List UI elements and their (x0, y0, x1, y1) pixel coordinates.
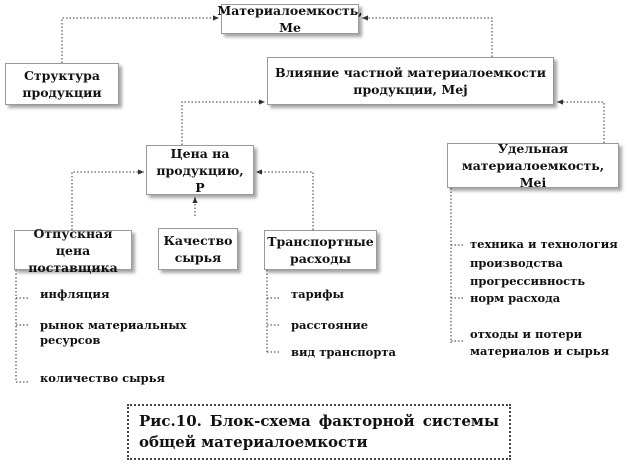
node-price-line-2: продукцию, Р (156, 162, 244, 195)
node-product-structure (5, 63, 119, 105)
node-structure-line-1: Структура (23, 68, 101, 83)
caption-line-1: Рис.10. Блок-схема факторной системы (139, 412, 499, 430)
factor-transport-type: вид транспорта (291, 345, 396, 359)
node-supplier-line-2: поставщика (28, 259, 118, 275)
link-transport-to-price (256, 172, 313, 230)
node-transport-line-2: расходы (289, 251, 352, 266)
bracket-transport-factors (267, 270, 280, 352)
node-partial-material-intensity (267, 57, 554, 105)
link-structure-to-total (62, 18, 219, 63)
factor-tariffs: тарифы (291, 287, 345, 301)
factor-material-market-line-1: рынок материальных (40, 318, 187, 332)
factor-norms-line-2: норм расхода (470, 291, 561, 305)
node-total-material-intensity (217, 3, 363, 35)
factor-inflation: инфляция (40, 287, 110, 301)
caption-line-2: общей материалоемкости (139, 433, 368, 451)
node-partial-line-1: Влияние частной материалоемкости (274, 65, 547, 80)
node-supplier-price (14, 225, 132, 275)
node-specific-line-2: материалоемкость, Меi (461, 158, 605, 190)
node-specific-line-1: Удельная (497, 141, 569, 156)
node-price-line-1: Цена на (170, 145, 230, 161)
node-transport-line-1: Транспортные (267, 234, 374, 249)
bracket-supplier-factors (16, 270, 30, 382)
node-structure-line-2: продукции (22, 85, 102, 100)
node-product-price (146, 145, 254, 195)
link-supplier-to-price (72, 172, 144, 230)
node-quality-line-1: Качество (163, 233, 233, 248)
link-partial-to-total (362, 18, 492, 57)
node-quality-line-2: сырья (174, 250, 222, 265)
factor-raw-quantity: количество сырья (40, 371, 166, 385)
factor-distance: расстояние (291, 318, 369, 332)
node-specific-material-intensity (447, 143, 619, 188)
factor-technology-line-1: техника и технология (470, 237, 618, 251)
figure-caption (127, 404, 511, 460)
node-partial-line-2: продукции, Меj (353, 82, 468, 97)
factor-waste-line-1: отходы и потери (470, 327, 583, 341)
node-raw-material-quality (158, 228, 238, 270)
link-price-to-partial (182, 102, 265, 145)
node-transport-costs (264, 230, 377, 270)
factor-material-market-line-2: ресурсов (40, 333, 101, 347)
link-specific-to-partial (557, 102, 604, 143)
node-supplier-line-1: Отпускная цена (33, 225, 113, 258)
factor-waste-line-2: материалов и сырья (470, 344, 610, 358)
factor-technology-line-2: производства (470, 256, 563, 270)
factor-norms-line-1: прогрессивность (470, 274, 586, 288)
node-total-label: Материалоемкость, Ме (217, 3, 363, 35)
bracket-specific-factors (451, 188, 464, 343)
